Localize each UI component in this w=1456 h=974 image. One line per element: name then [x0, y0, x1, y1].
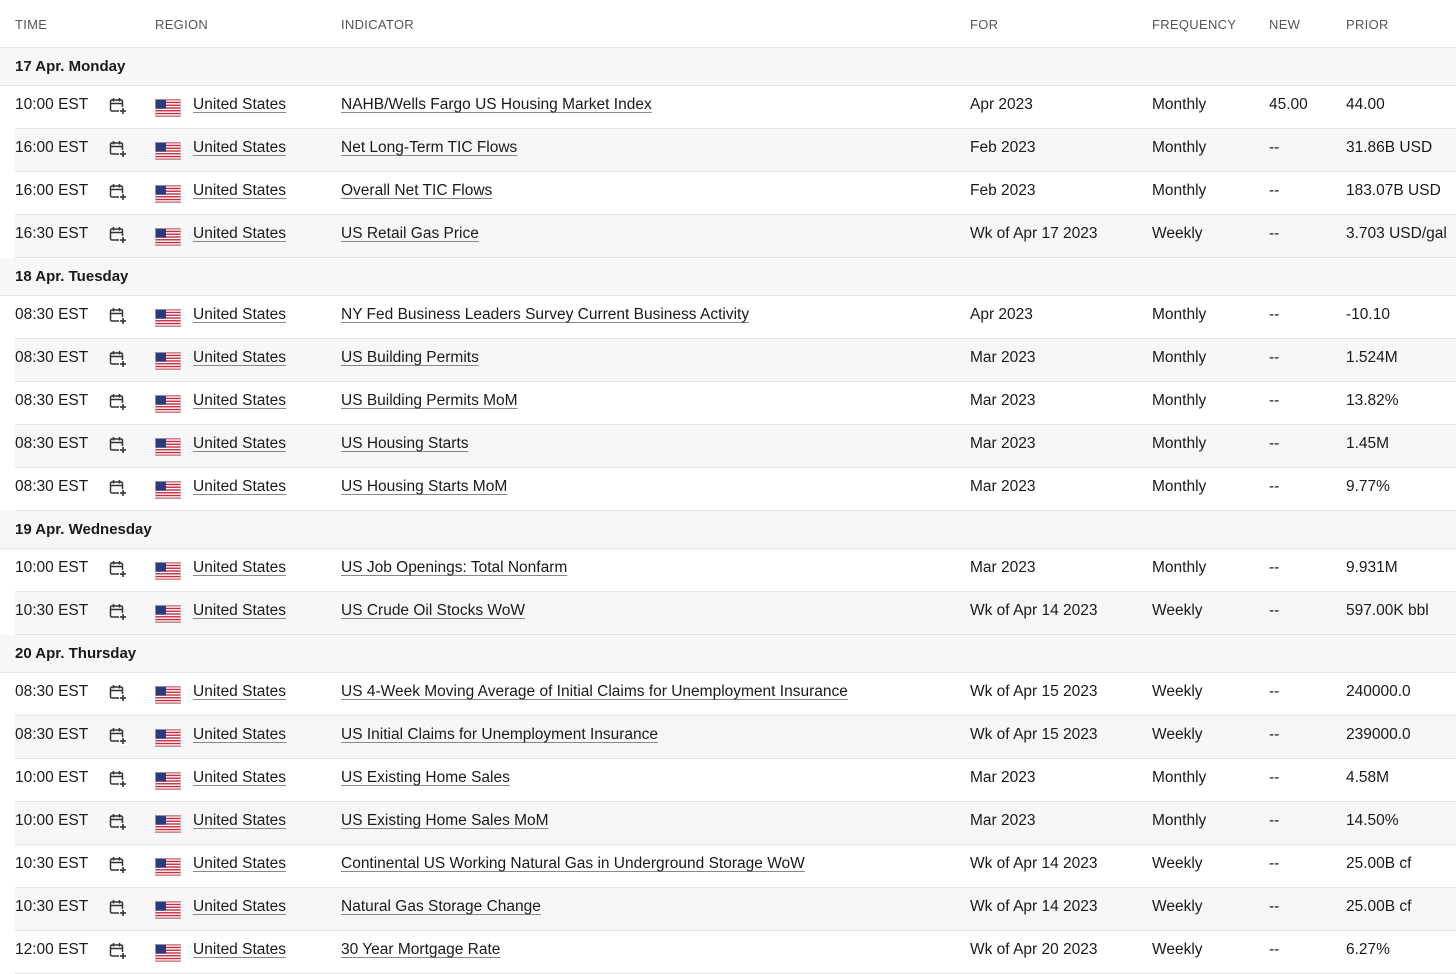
time-cell: 08:30 EST: [15, 349, 89, 366]
time-cell: 10:30 EST: [15, 855, 89, 872]
calendar-add-icon[interactable]: [109, 307, 127, 325]
table-row: [15, 888, 1456, 931]
table-row: [15, 382, 1456, 425]
region-link[interactable]: United States: [193, 182, 287, 199]
day-label: 18 Apr. Tuesday: [15, 268, 129, 285]
time-cell: 10:30 EST: [15, 898, 89, 915]
day-group-header: [0, 258, 1456, 296]
region-link[interactable]: United States: [193, 683, 287, 700]
calendar-add-icon[interactable]: [109, 727, 127, 745]
us-flag-icon: [155, 944, 181, 962]
indicator-link[interactable]: US Crude Oil Stocks WoW: [341, 602, 526, 619]
prior-value-cell: 4.58M: [1346, 769, 1390, 786]
time-cell: 08:30 EST: [15, 726, 89, 743]
region-link[interactable]: United States: [193, 898, 287, 915]
calendar-add-icon[interactable]: [109, 436, 127, 454]
calendar-add-icon[interactable]: [109, 183, 127, 201]
time-cell: 12:00 EST: [15, 941, 89, 958]
us-flag-icon: [155, 438, 181, 456]
for-period-cell: Wk of Apr 15 2023: [970, 683, 1098, 700]
region-link[interactable]: United States: [193, 139, 287, 156]
us-flag-icon: [155, 309, 181, 327]
us-flag-icon: [155, 729, 181, 747]
frequency-cell: Monthly: [1152, 139, 1207, 156]
new-value-cell: --: [1269, 306, 1280, 323]
indicator-link[interactable]: NY Fed Business Leaders Survey Current Business Activity: [341, 306, 750, 323]
region-link[interactable]: United States: [193, 96, 287, 113]
prior-value-cell: 31.86B USD: [1346, 139, 1433, 156]
indicator-link[interactable]: US Housing Starts MoM: [341, 478, 508, 495]
indicator-link[interactable]: US 4-Week Moving Average of Initial Claims for Unemployment Insurance: [341, 683, 848, 700]
us-flag-icon: [155, 686, 181, 704]
time-cell: 16:30 EST: [15, 225, 89, 242]
us-flag-icon: [155, 99, 181, 117]
prior-value-cell: 239000.0: [1346, 726, 1411, 743]
table-row: [15, 468, 1456, 511]
frequency-cell: Monthly: [1152, 812, 1207, 829]
region-link[interactable]: United States: [193, 435, 287, 452]
indicator-link[interactable]: Continental US Working Natural Gas in Underground Storage WoW: [341, 855, 805, 872]
time-cell: 08:30 EST: [15, 435, 89, 452]
indicator-link[interactable]: NAHB/Wells Fargo US Housing Market Index: [341, 96, 652, 113]
frequency-cell: Monthly: [1152, 182, 1207, 199]
prior-value-cell: 14.50%: [1346, 812, 1399, 829]
new-value-cell: --: [1269, 139, 1280, 156]
calendar-add-icon[interactable]: [109, 770, 127, 788]
frequency-cell: Weekly: [1152, 898, 1203, 915]
region-link[interactable]: United States: [193, 855, 287, 872]
for-period-cell: Mar 2023: [970, 769, 1036, 786]
column-header-prior[interactable]: PRIOR: [1346, 17, 1389, 32]
new-value-cell: --: [1269, 898, 1280, 915]
for-period-cell: Mar 2023: [970, 392, 1036, 409]
indicator-link[interactable]: US Existing Home Sales: [341, 769, 510, 786]
time-cell: 10:00 EST: [15, 769, 89, 786]
time-cell: 10:00 EST: [15, 559, 89, 576]
for-period-cell: Wk of Apr 17 2023: [970, 225, 1098, 242]
new-value-cell: --: [1269, 435, 1280, 452]
us-flag-icon: [155, 815, 181, 833]
for-period-cell: Mar 2023: [970, 812, 1036, 829]
new-value-cell: --: [1269, 941, 1280, 958]
for-period-cell: Wk of Apr 14 2023: [970, 855, 1098, 872]
us-flag-icon: [155, 352, 181, 370]
indicator-link[interactable]: US Job Openings: Total Nonfarm: [341, 559, 568, 576]
time-cell: 10:00 EST: [15, 96, 89, 113]
for-period-cell: Mar 2023: [970, 435, 1036, 452]
table-row: [15, 425, 1456, 468]
us-flag-icon: [155, 185, 181, 203]
calendar-add-icon[interactable]: [109, 684, 127, 702]
frequency-cell: Monthly: [1152, 349, 1207, 366]
region-link[interactable]: United States: [193, 392, 287, 409]
for-period-cell: Wk of Apr 14 2023: [970, 602, 1098, 619]
table-row: [15, 673, 1456, 716]
new-value-cell: --: [1269, 182, 1280, 199]
us-flag-icon: [155, 142, 181, 160]
prior-value-cell: 597.00K bbl: [1346, 602, 1429, 619]
table-row: [15, 86, 1456, 129]
region-link[interactable]: United States: [193, 726, 287, 743]
prior-value-cell: 25.00B cf: [1346, 898, 1412, 915]
new-value-cell: --: [1269, 559, 1280, 576]
column-header-frequency[interactable]: FREQUENCY: [1152, 17, 1237, 32]
table-row: [15, 759, 1456, 802]
time-cell: 16:00 EST: [15, 182, 89, 199]
table-row: [15, 215, 1456, 258]
prior-value-cell: 6.27%: [1346, 941, 1390, 958]
table-row: [15, 172, 1456, 215]
us-flag-icon: [155, 772, 181, 790]
prior-value-cell: 3.703 USD/gal: [1346, 225, 1447, 242]
frequency-cell: Weekly: [1152, 726, 1203, 743]
for-period-cell: Apr 2023: [970, 96, 1033, 113]
frequency-cell: Monthly: [1152, 769, 1207, 786]
frequency-cell: Weekly: [1152, 225, 1203, 242]
day-group-header: [0, 48, 1456, 86]
prior-value-cell: -10.10: [1346, 306, 1390, 323]
frequency-cell: Weekly: [1152, 855, 1203, 872]
new-value-cell: --: [1269, 726, 1280, 743]
frequency-cell: Monthly: [1152, 96, 1207, 113]
calendar-add-icon[interactable]: [109, 479, 127, 497]
frequency-cell: Weekly: [1152, 683, 1203, 700]
time-cell: 08:30 EST: [15, 306, 89, 323]
day-group-header: [0, 635, 1456, 673]
day-label: 17 Apr. Monday: [15, 58, 126, 75]
calendar-add-icon[interactable]: [109, 140, 127, 158]
region-link[interactable]: United States: [193, 225, 287, 242]
prior-value-cell: 183.07B USD: [1346, 182, 1441, 199]
time-cell: 08:30 EST: [15, 392, 89, 409]
calendar-add-icon[interactable]: [109, 97, 127, 115]
us-flag-icon: [155, 562, 181, 580]
prior-value-cell: 240000.0: [1346, 683, 1411, 700]
column-header-time[interactable]: TIME: [15, 17, 48, 32]
new-value-cell: --: [1269, 812, 1280, 829]
for-period-cell: Feb 2023: [970, 139, 1036, 156]
indicator-link[interactable]: 30 Year Mortgage Rate: [341, 941, 501, 958]
table-row: [15, 592, 1456, 635]
frequency-cell: Weekly: [1152, 941, 1203, 958]
region-link[interactable]: United States: [193, 478, 287, 495]
us-flag-icon: [155, 395, 181, 413]
prior-value-cell: 1.524M: [1346, 349, 1398, 366]
time-cell: 10:30 EST: [15, 602, 89, 619]
us-flag-icon: [155, 605, 181, 623]
frequency-cell: Weekly: [1152, 602, 1203, 619]
day-group-header: [0, 511, 1456, 549]
us-flag-icon: [155, 901, 181, 919]
table-row: [15, 802, 1456, 845]
for-period-cell: Wk of Apr 20 2023: [970, 941, 1098, 958]
for-period-cell: Mar 2023: [970, 478, 1036, 495]
region-link[interactable]: United States: [193, 769, 287, 786]
day-label: 20 Apr. Thursday: [15, 645, 137, 662]
table-row: [15, 296, 1456, 339]
new-value-cell: --: [1269, 855, 1280, 872]
table-row: [15, 716, 1456, 759]
indicator-link[interactable]: US Initial Claims for Unemployment Insurance: [341, 726, 659, 743]
table-row: [15, 339, 1456, 382]
frequency-cell: Monthly: [1152, 435, 1207, 452]
prior-value-cell: 9.931M: [1346, 559, 1398, 576]
table-body: [0, 48, 1456, 974]
time-cell: 08:30 EST: [15, 478, 89, 495]
region-link[interactable]: United States: [193, 306, 287, 323]
indicator-link[interactable]: Natural Gas Storage Change: [341, 898, 541, 915]
calendar-add-icon[interactable]: [109, 393, 127, 411]
time-cell: 08:30 EST: [15, 683, 89, 700]
new-value-cell: --: [1269, 392, 1280, 409]
region-link[interactable]: United States: [193, 812, 287, 829]
column-header-new[interactable]: NEW: [1269, 17, 1301, 32]
table-row: [15, 129, 1456, 172]
region-link[interactable]: United States: [193, 559, 287, 576]
us-flag-icon: [155, 858, 181, 876]
frequency-cell: Monthly: [1152, 306, 1207, 323]
new-value-cell: --: [1269, 225, 1280, 242]
indicator-link[interactable]: US Existing Home Sales MoM: [341, 812, 549, 829]
indicator-link[interactable]: Net Long-Term TIC Flows: [341, 139, 518, 156]
new-value-cell: --: [1269, 683, 1280, 700]
table-header: [0, 0, 1456, 48]
calendar-add-icon[interactable]: [109, 942, 127, 960]
table-row: [15, 549, 1456, 592]
us-flag-icon: [155, 228, 181, 246]
calendar-add-icon[interactable]: [109, 899, 127, 917]
calendar-add-icon[interactable]: [109, 350, 127, 368]
region-link[interactable]: United States: [193, 602, 287, 619]
prior-value-cell: 25.00B cf: [1346, 855, 1412, 872]
new-value-cell: --: [1269, 478, 1280, 495]
for-period-cell: Wk of Apr 15 2023: [970, 726, 1098, 743]
calendar-add-icon[interactable]: [109, 856, 127, 874]
new-value-cell: --: [1269, 602, 1280, 619]
indicator-link[interactable]: US Retail Gas Price: [341, 225, 479, 242]
new-value-cell: 45.00: [1269, 96, 1308, 113]
day-label: 19 Apr. Wednesday: [15, 521, 152, 538]
prior-value-cell: 9.77%: [1346, 478, 1390, 495]
for-period-cell: Apr 2023: [970, 306, 1033, 323]
column-header-for[interactable]: FOR: [970, 17, 999, 32]
prior-value-cell: 1.45M: [1346, 435, 1390, 452]
time-cell: 10:00 EST: [15, 812, 89, 829]
calendar-add-icon[interactable]: [109, 226, 127, 244]
time-cell: 16:00 EST: [15, 139, 89, 156]
frequency-cell: Monthly: [1152, 478, 1207, 495]
prior-value-cell: 13.82%: [1346, 392, 1399, 409]
indicator-link[interactable]: US Housing Starts: [341, 435, 469, 452]
calendar-add-icon[interactable]: [109, 813, 127, 831]
column-header-indicator[interactable]: INDICATOR: [341, 17, 415, 32]
for-period-cell: Wk of Apr 14 2023: [970, 898, 1098, 915]
calendar-add-icon[interactable]: [109, 603, 127, 621]
frequency-cell: Monthly: [1152, 559, 1207, 576]
for-period-cell: Mar 2023: [970, 349, 1036, 366]
indicator-link[interactable]: US Building Permits: [341, 349, 479, 366]
region-link[interactable]: United States: [193, 941, 287, 958]
indicator-link[interactable]: US Building Permits MoM: [341, 392, 518, 409]
column-header-region[interactable]: REGION: [155, 17, 209, 32]
prior-value-cell: 44.00: [1346, 96, 1385, 113]
region-link[interactable]: United States: [193, 349, 287, 366]
new-value-cell: --: [1269, 769, 1280, 786]
for-period-cell: Feb 2023: [970, 182, 1036, 199]
frequency-cell: Monthly: [1152, 392, 1207, 409]
table-row: [15, 931, 1456, 974]
calendar-add-icon[interactable]: [109, 560, 127, 578]
for-period-cell: Mar 2023: [970, 559, 1036, 576]
indicator-link[interactable]: Overall Net TIC Flows: [341, 182, 493, 199]
table-row: [15, 845, 1456, 888]
new-value-cell: --: [1269, 349, 1280, 366]
us-flag-icon: [155, 481, 181, 499]
